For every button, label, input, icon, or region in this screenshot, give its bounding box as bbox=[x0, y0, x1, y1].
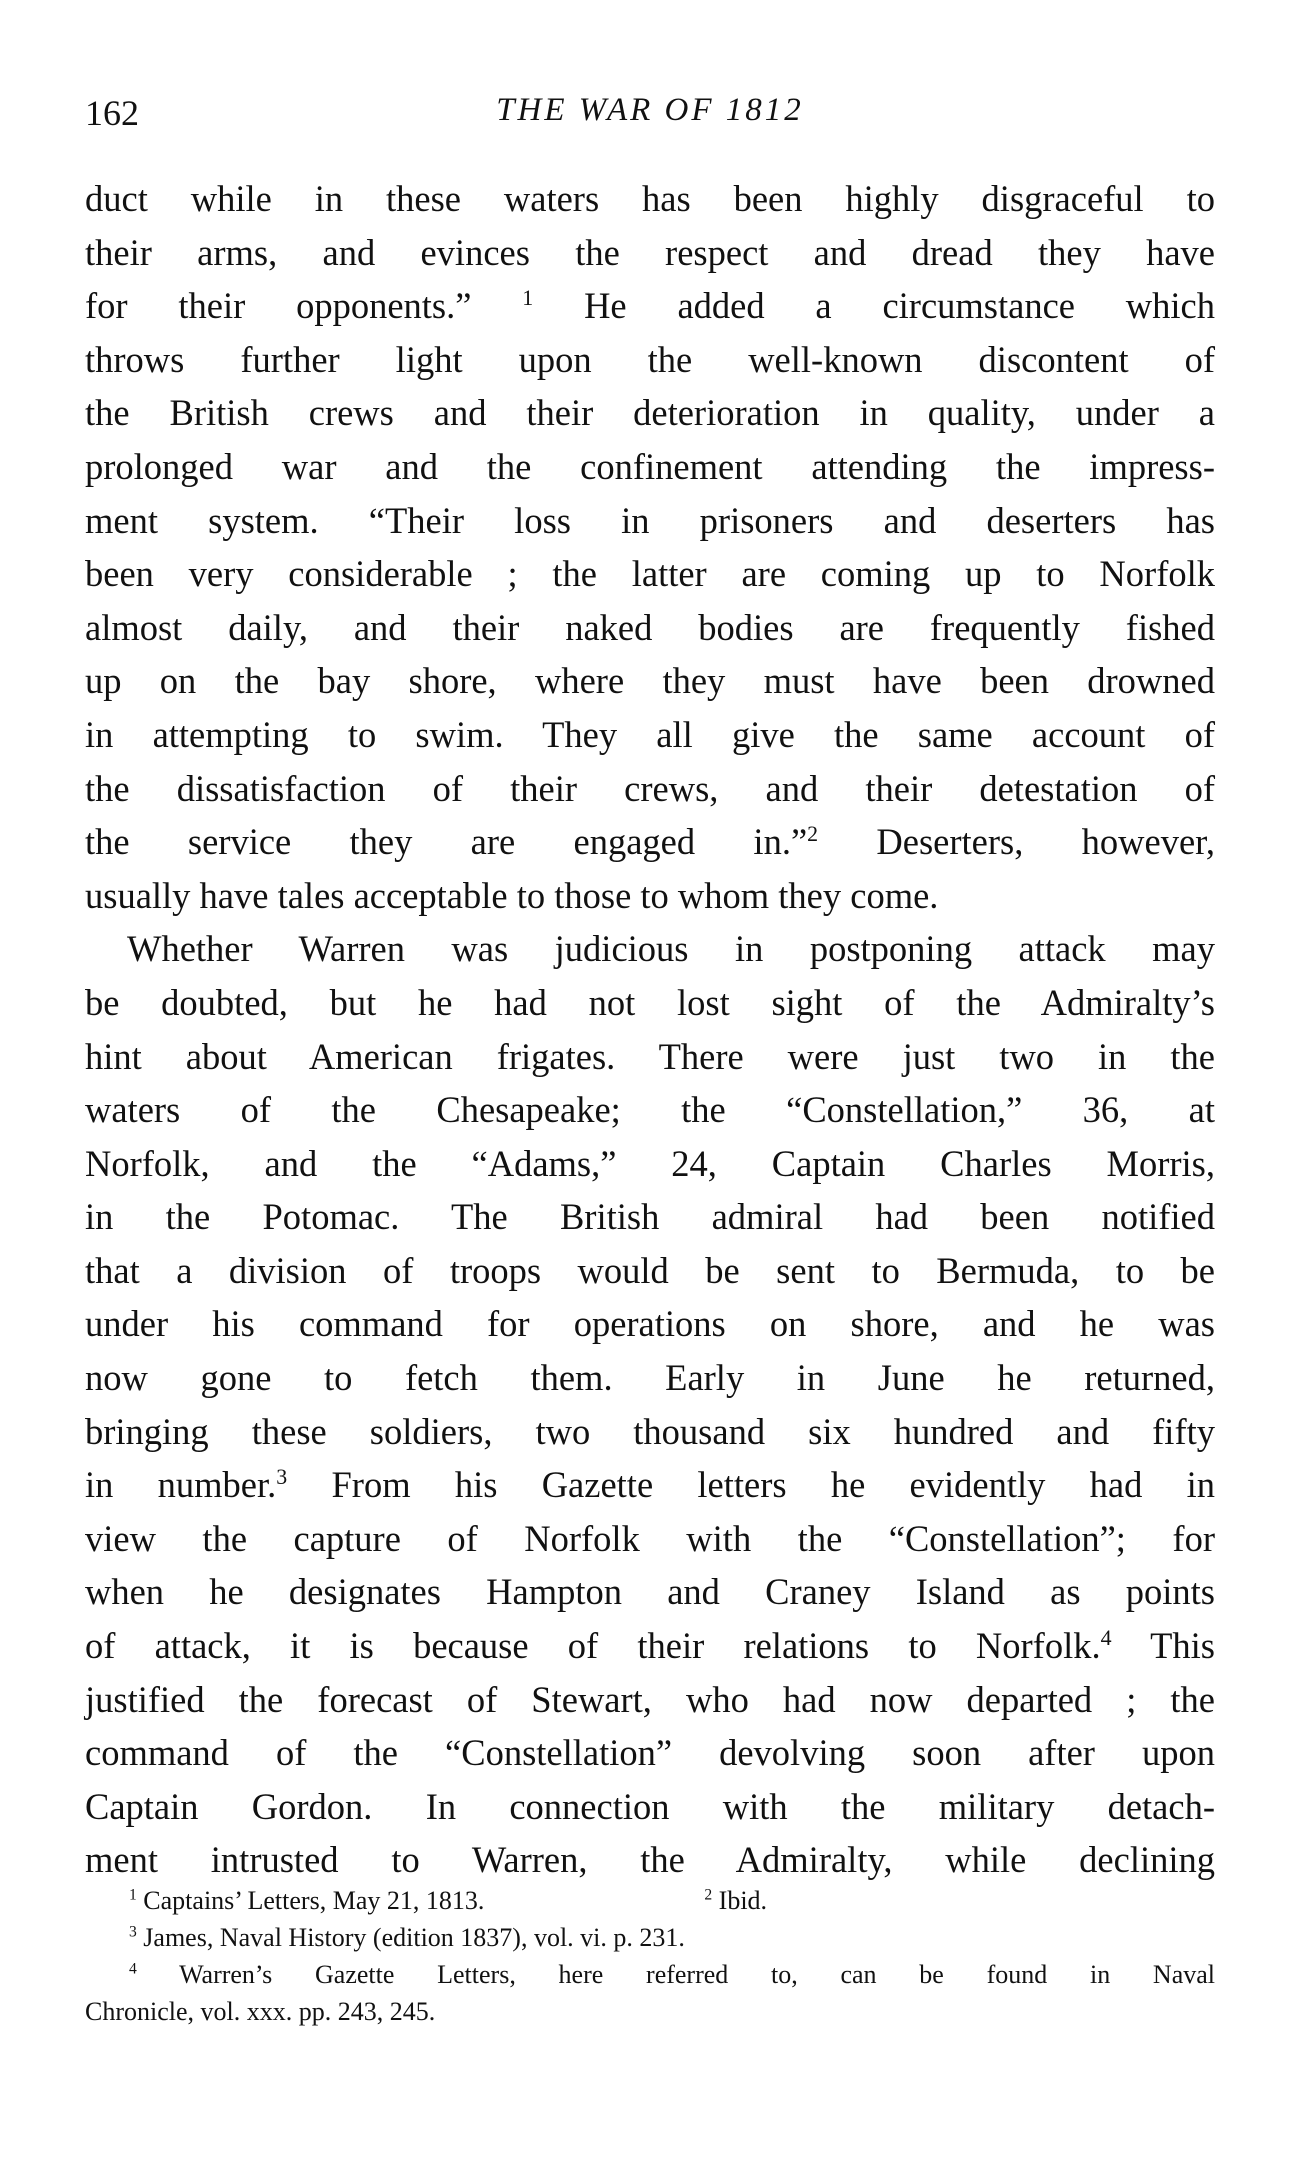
text-line: when he designates Hampton and Craney Island as points bbox=[85, 1571, 1215, 1613]
text-line: now gone to fetch them. Early in June he returned, bbox=[85, 1357, 1215, 1399]
text-line: be doubted, but he had not lost sight of the Admiralty’s bbox=[85, 981, 1215, 1023]
text-line: been very considerable ; the latter are coming up to Norfolk bbox=[85, 553, 1215, 595]
text-line: justified the forecast of Stewart, who had now departed ; the bbox=[85, 1678, 1215, 1720]
text-line: Whether Warren was judicious in postponing attack may bbox=[127, 928, 1215, 970]
text-line: duct while in these waters has been highly disgraceful to bbox=[85, 178, 1215, 219]
text-line: almost daily, and their naked bodies are frequently fished bbox=[85, 606, 1215, 648]
footnote-line bbox=[85, 1956, 1215, 1993]
footnotes bbox=[85, 1882, 1215, 2030]
text-line: ment system. “Their loss in prisoners and deserters has bbox=[85, 499, 1215, 541]
footnote-ref: 2 bbox=[807, 820, 819, 846]
text-line: their arms, and evinces the respect and dread they have bbox=[85, 231, 1215, 273]
text-line: waters of the Chesapeake; the “Constellation,” 36, at bbox=[85, 1089, 1215, 1131]
footnote-mark: 1 bbox=[129, 1886, 137, 1904]
text-line: the dissatisfaction of their crews, and their detestation of bbox=[85, 767, 1215, 809]
text-line: the service they are engaged in.”$^2$ Deserters, however, bbox=[85, 820, 1215, 863]
footnote-text: Warren’s Gazette Letters, here referred to, can be found in Naval bbox=[179, 1960, 1216, 1989]
text-line: for their opponents.” $^1$ He added a circumstance which bbox=[85, 285, 1216, 327]
footnote-ref: 4 bbox=[1100, 1624, 1112, 1650]
text-line: in attempting to swim. They all give the same account of bbox=[85, 713, 1215, 755]
footnote-mark: 2 bbox=[704, 1886, 713, 1904]
footnote-mark: 4 bbox=[129, 1960, 137, 1978]
text-line: under his command for operations on shore, and he was bbox=[85, 1303, 1215, 1345]
footnote-text: James, Naval History (edition 1837), vol. vi. p. 231. bbox=[143, 1923, 685, 1952]
footnote-line: Chronicle, vol. xxx. pp. 243, 245. bbox=[85, 1997, 436, 2026]
text-line: view the capture of Norfolk with the “Constellation”; for bbox=[85, 1517, 1215, 1559]
footnote-ref: 3 bbox=[276, 1464, 288, 1490]
footnote-text: Captains’ Letters, May 21, 1813. bbox=[143, 1886, 485, 1915]
text-line: the British crews and their deterioration in quality, under a bbox=[85, 392, 1215, 434]
footnote-line bbox=[85, 1919, 1215, 1956]
text-line: up on the bay shore, where they must have been drowned bbox=[85, 660, 1215, 702]
text-line: of attack, it is because of their relations to Norfolk.$^4$ This bbox=[85, 1624, 1215, 1667]
text-line: Captain Gordon. In connection with the military detach- bbox=[85, 1785, 1215, 1827]
text-line: bringing these soldiers, two thousand six hundred and fifty bbox=[85, 1410, 1215, 1452]
text-line: hint about American frigates. There were just two in the bbox=[85, 1035, 1215, 1077]
text-line: in the Potomac. The British admiral had been notified bbox=[85, 1196, 1215, 1238]
text-line: ment intrusted to Warren, the Admiralty, while declining bbox=[85, 1839, 1215, 1881]
page-number: 162 bbox=[85, 93, 139, 133]
footnote-ref: 1 bbox=[522, 285, 534, 311]
footnote-mark: 3 bbox=[129, 1923, 137, 1941]
text-line: command of the “Constellation” devolving soon after upon bbox=[85, 1732, 1215, 1774]
running-title: THE WAR OF 1812 bbox=[496, 92, 804, 128]
text-line: in number.$^3$ From his Gazette letters he evidently had in bbox=[85, 1464, 1216, 1506]
body-text bbox=[85, 172, 1215, 1887]
text-line: throws further light upon the well-known discontent of bbox=[85, 338, 1215, 380]
footnote-text: Ibid. bbox=[718, 1886, 768, 1915]
text-line: prolonged war and the confinement attending the impress- bbox=[85, 445, 1215, 487]
footnote-line bbox=[85, 1882, 1215, 1919]
text-line: Norfolk, and the “Adams,” 24, Captain Charles Morris, bbox=[85, 1142, 1215, 1184]
text-line: that a division of troops would be sent to Bermuda, to be bbox=[85, 1249, 1215, 1291]
text-line: usually have tales acceptable to those to whom they come. bbox=[85, 874, 939, 916]
page-header bbox=[85, 92, 1215, 142]
